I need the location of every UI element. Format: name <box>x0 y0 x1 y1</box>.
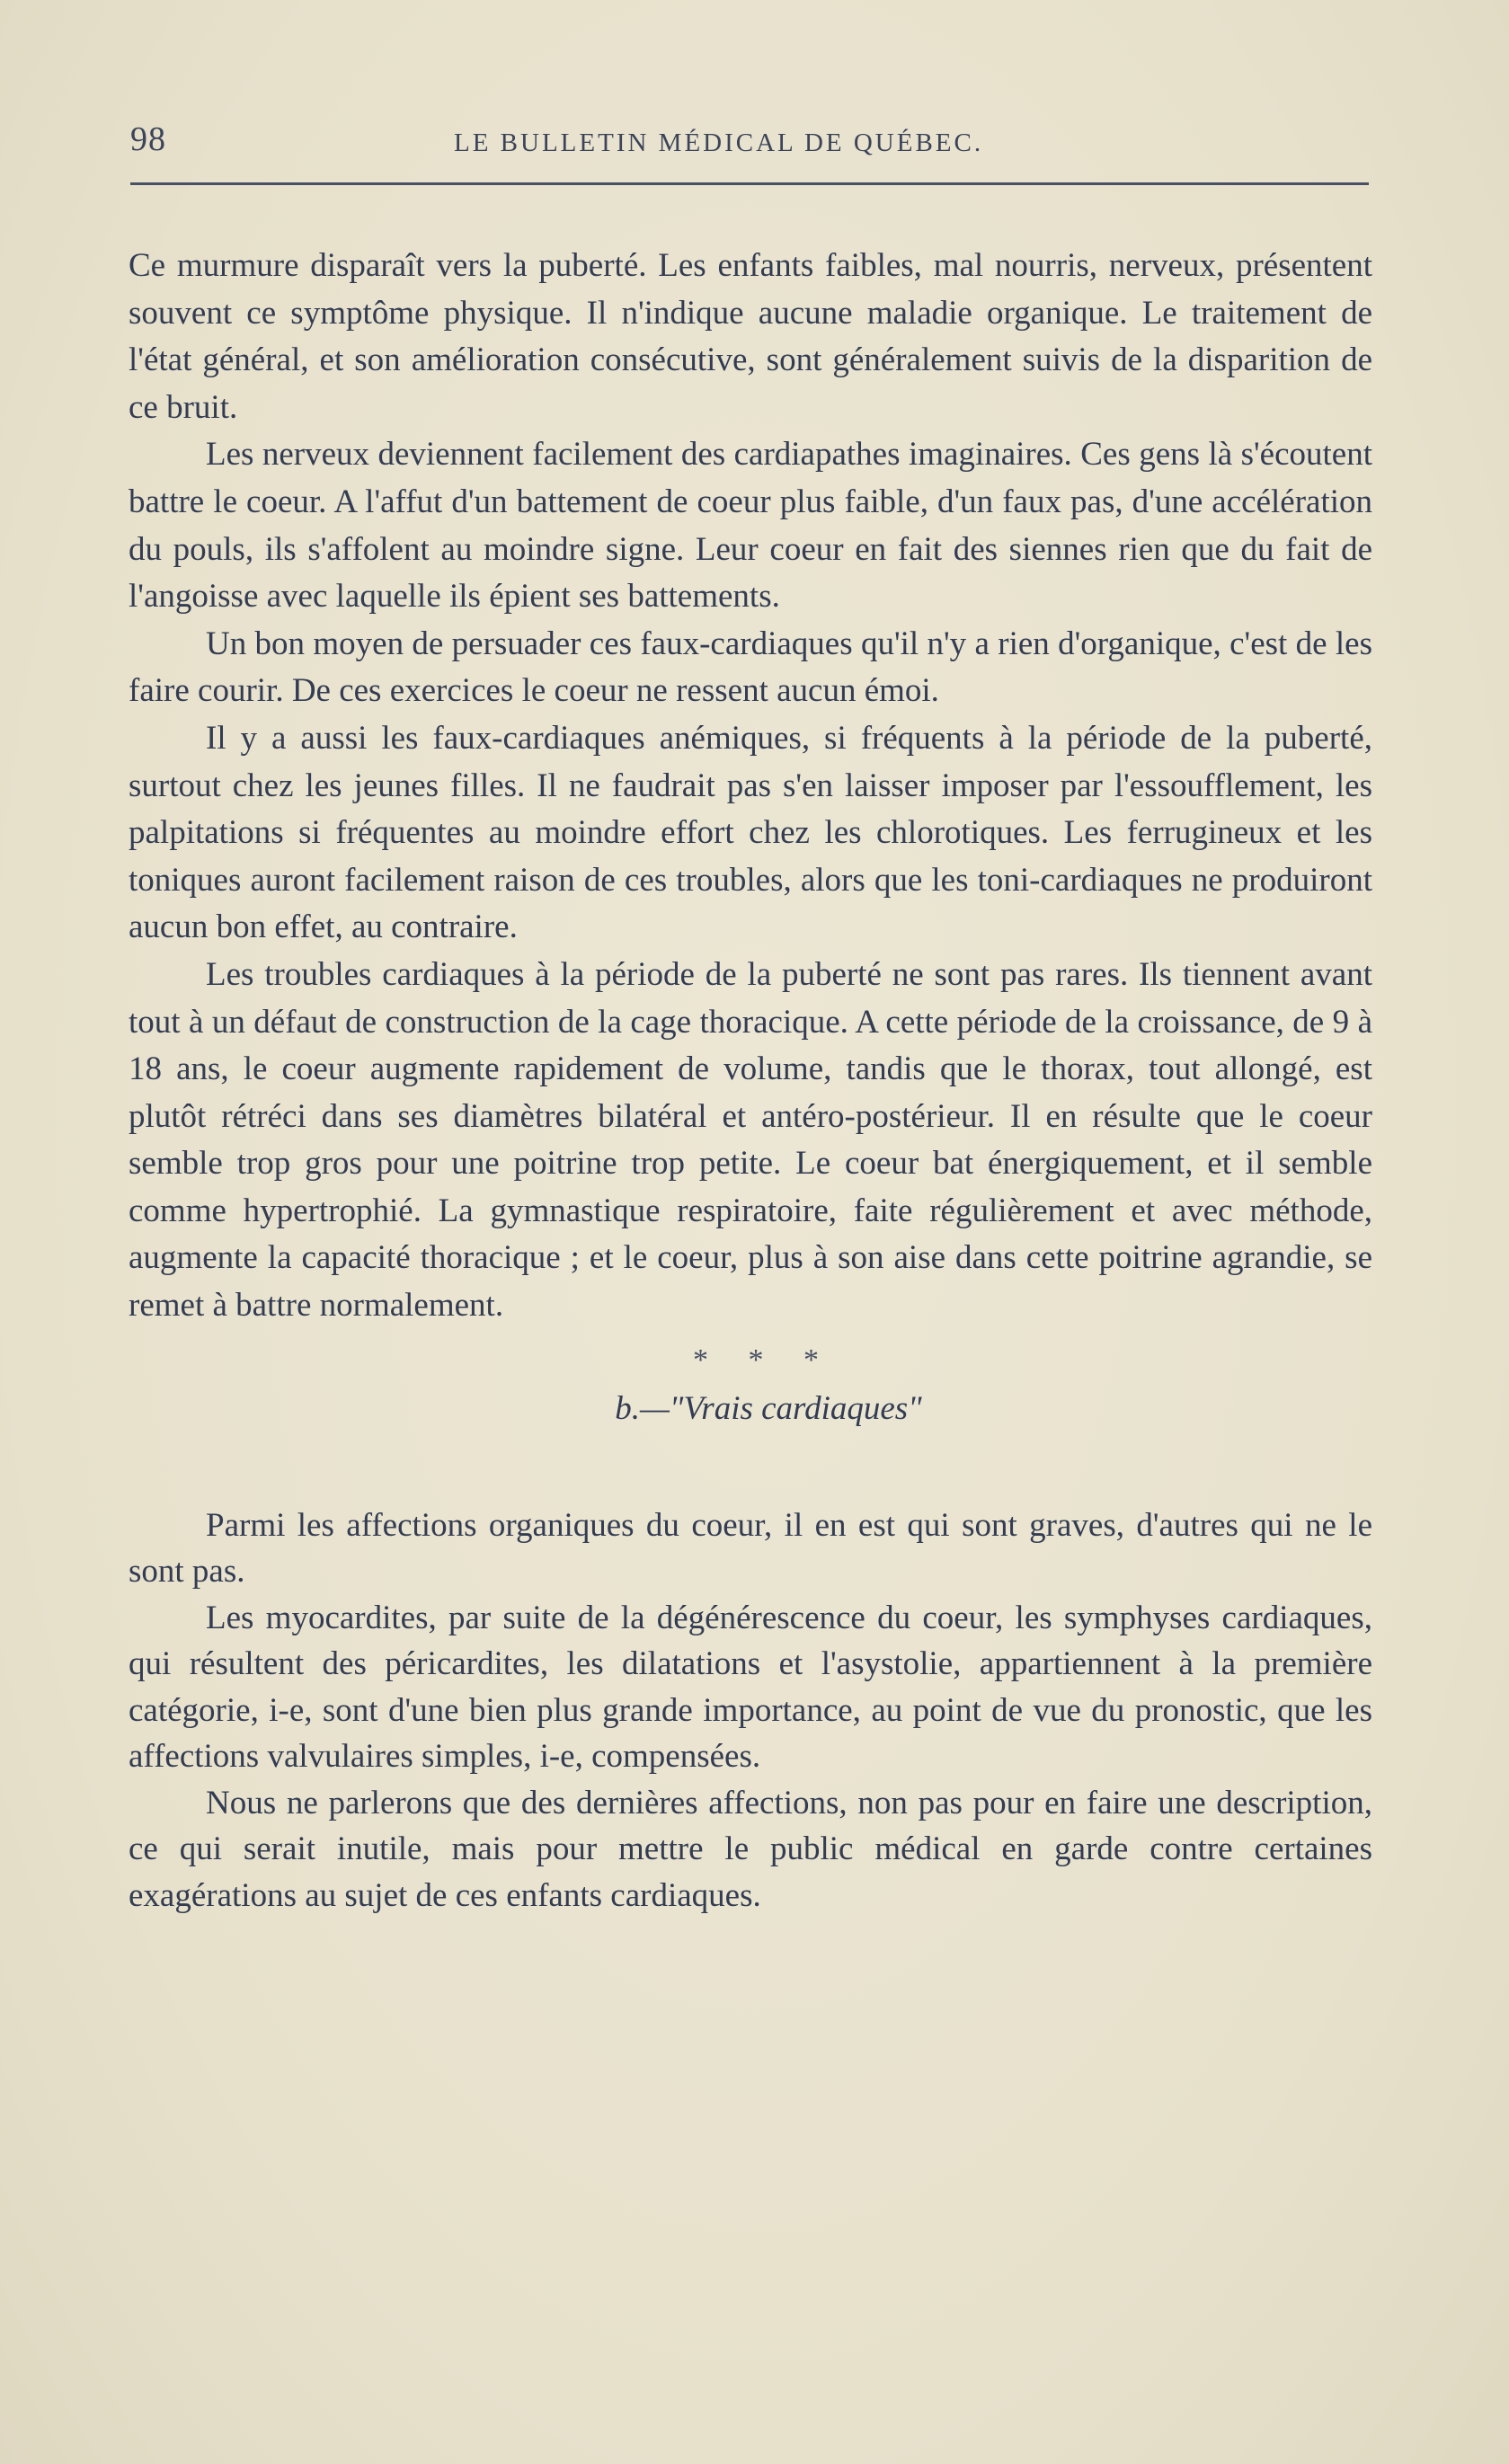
paragraph: Ce murmure disparaît vers la puberté. Les enfants faibles, mal nourris, nerveux, présentent souvent ce symptôme physique. Il n'indique aucune maladie organique. Le traitement de l'état général, et son amélioration consécutive, sont généralement suivis de la disparition de ce bruit. <box>129 247 1372 426</box>
header-rule <box>130 182 1369 185</box>
paragraph: Il y a aussi les faux-cardiaques anémiques, si fréquents à la période de la puberté, surtout chez les jeunes filles. Il ne faudrait pas s'en laisser imposer par l'essoufflement, les palpitations si fréquentes au moindre effort chez les chlorotiques. Les ferrugineux et les toniques auront facilement raison de ces troubles, alors que les toni-cardiaques ne produiront aucun bon effet, au contraire. <box>129 719 1372 946</box>
body-text <box>129 243 1372 1919</box>
paragraph: Un bon moyen de persuader ces faux-cardiaques qu'il n'y a rien d'organique, c'est de les faire courir. De ces exercices le coeur ne ressent aucun émoi. <box>129 625 1372 710</box>
paragraph: Les nerveux deviennent facilement des cardiapathes imaginaires. Ces gens là s'écoutent battre le coeur. A l'affut d'un battement de coeur plus faible, d'un faux pas, d'une accélération du pouls, ils s'affolent au moindre signe. Leur coeur en fait des siennes rien que du fait de l'angoisse avec laquelle ils épient ses battements. <box>129 436 1372 616</box>
paragraph: Parmi les affections organiques du coeur, il en est qui sont graves, d'autres qui ne le sont pas. <box>129 1506 1372 1591</box>
paragraph: Les troubles cardiaques à la période de la puberté ne sont pas rares. Ils tiennent avant tout à un défaut de construction de la cage thoracique. A cette période de la croissance, de 9 à 18 ans, le coeur augmente rapidement de volume, tandis que le thorax, tout allongé, est plutôt rétréci dans ses diamètres bilatéral et antéro-postérieur. Il en résulte que le coeur semble trop gros pour une poitrine trop petite. Le coeur bat énergiquement, et il semble comme hypertrophié. La gymnastique respiratoire, faite régulièrement et avec méthode, augmente la capacité thoracique ; et le coeur, plus à son aise dans cette poitrine agrandie, se remet à battre normalement. <box>129 955 1372 1325</box>
page-number: 98 <box>130 120 166 158</box>
paragraph: Nous ne parlerons que des dernières affections, non pas pour en faire une description, ce qui serait inutile, mais pour mettre le public médical en garde contre certaines exagérations au sujet de ces enfants cardiaques. <box>129 1784 1372 1914</box>
running-head: LE BULLETIN MÉDICAL DE QUÉBEC. <box>454 129 984 157</box>
page-header <box>130 120 1369 158</box>
section-asterism: * * * <box>693 1343 835 1377</box>
paragraph: Les myocardites, par suite de la dégénérescence du coeur, les symphyses cardiaques, qui résultent des péricardites, les dilatations et l'asystolie, appartiennent à la première catégorie, i-e, sont d'une bien plus grande importance, au point de vue du pronostic, que les affections valvulaires simples, i-e, compensées. <box>129 1599 1372 1776</box>
section-title: b.—"Vrais cardiaques" <box>615 1389 922 1427</box>
section-body <box>129 1502 1372 1919</box>
